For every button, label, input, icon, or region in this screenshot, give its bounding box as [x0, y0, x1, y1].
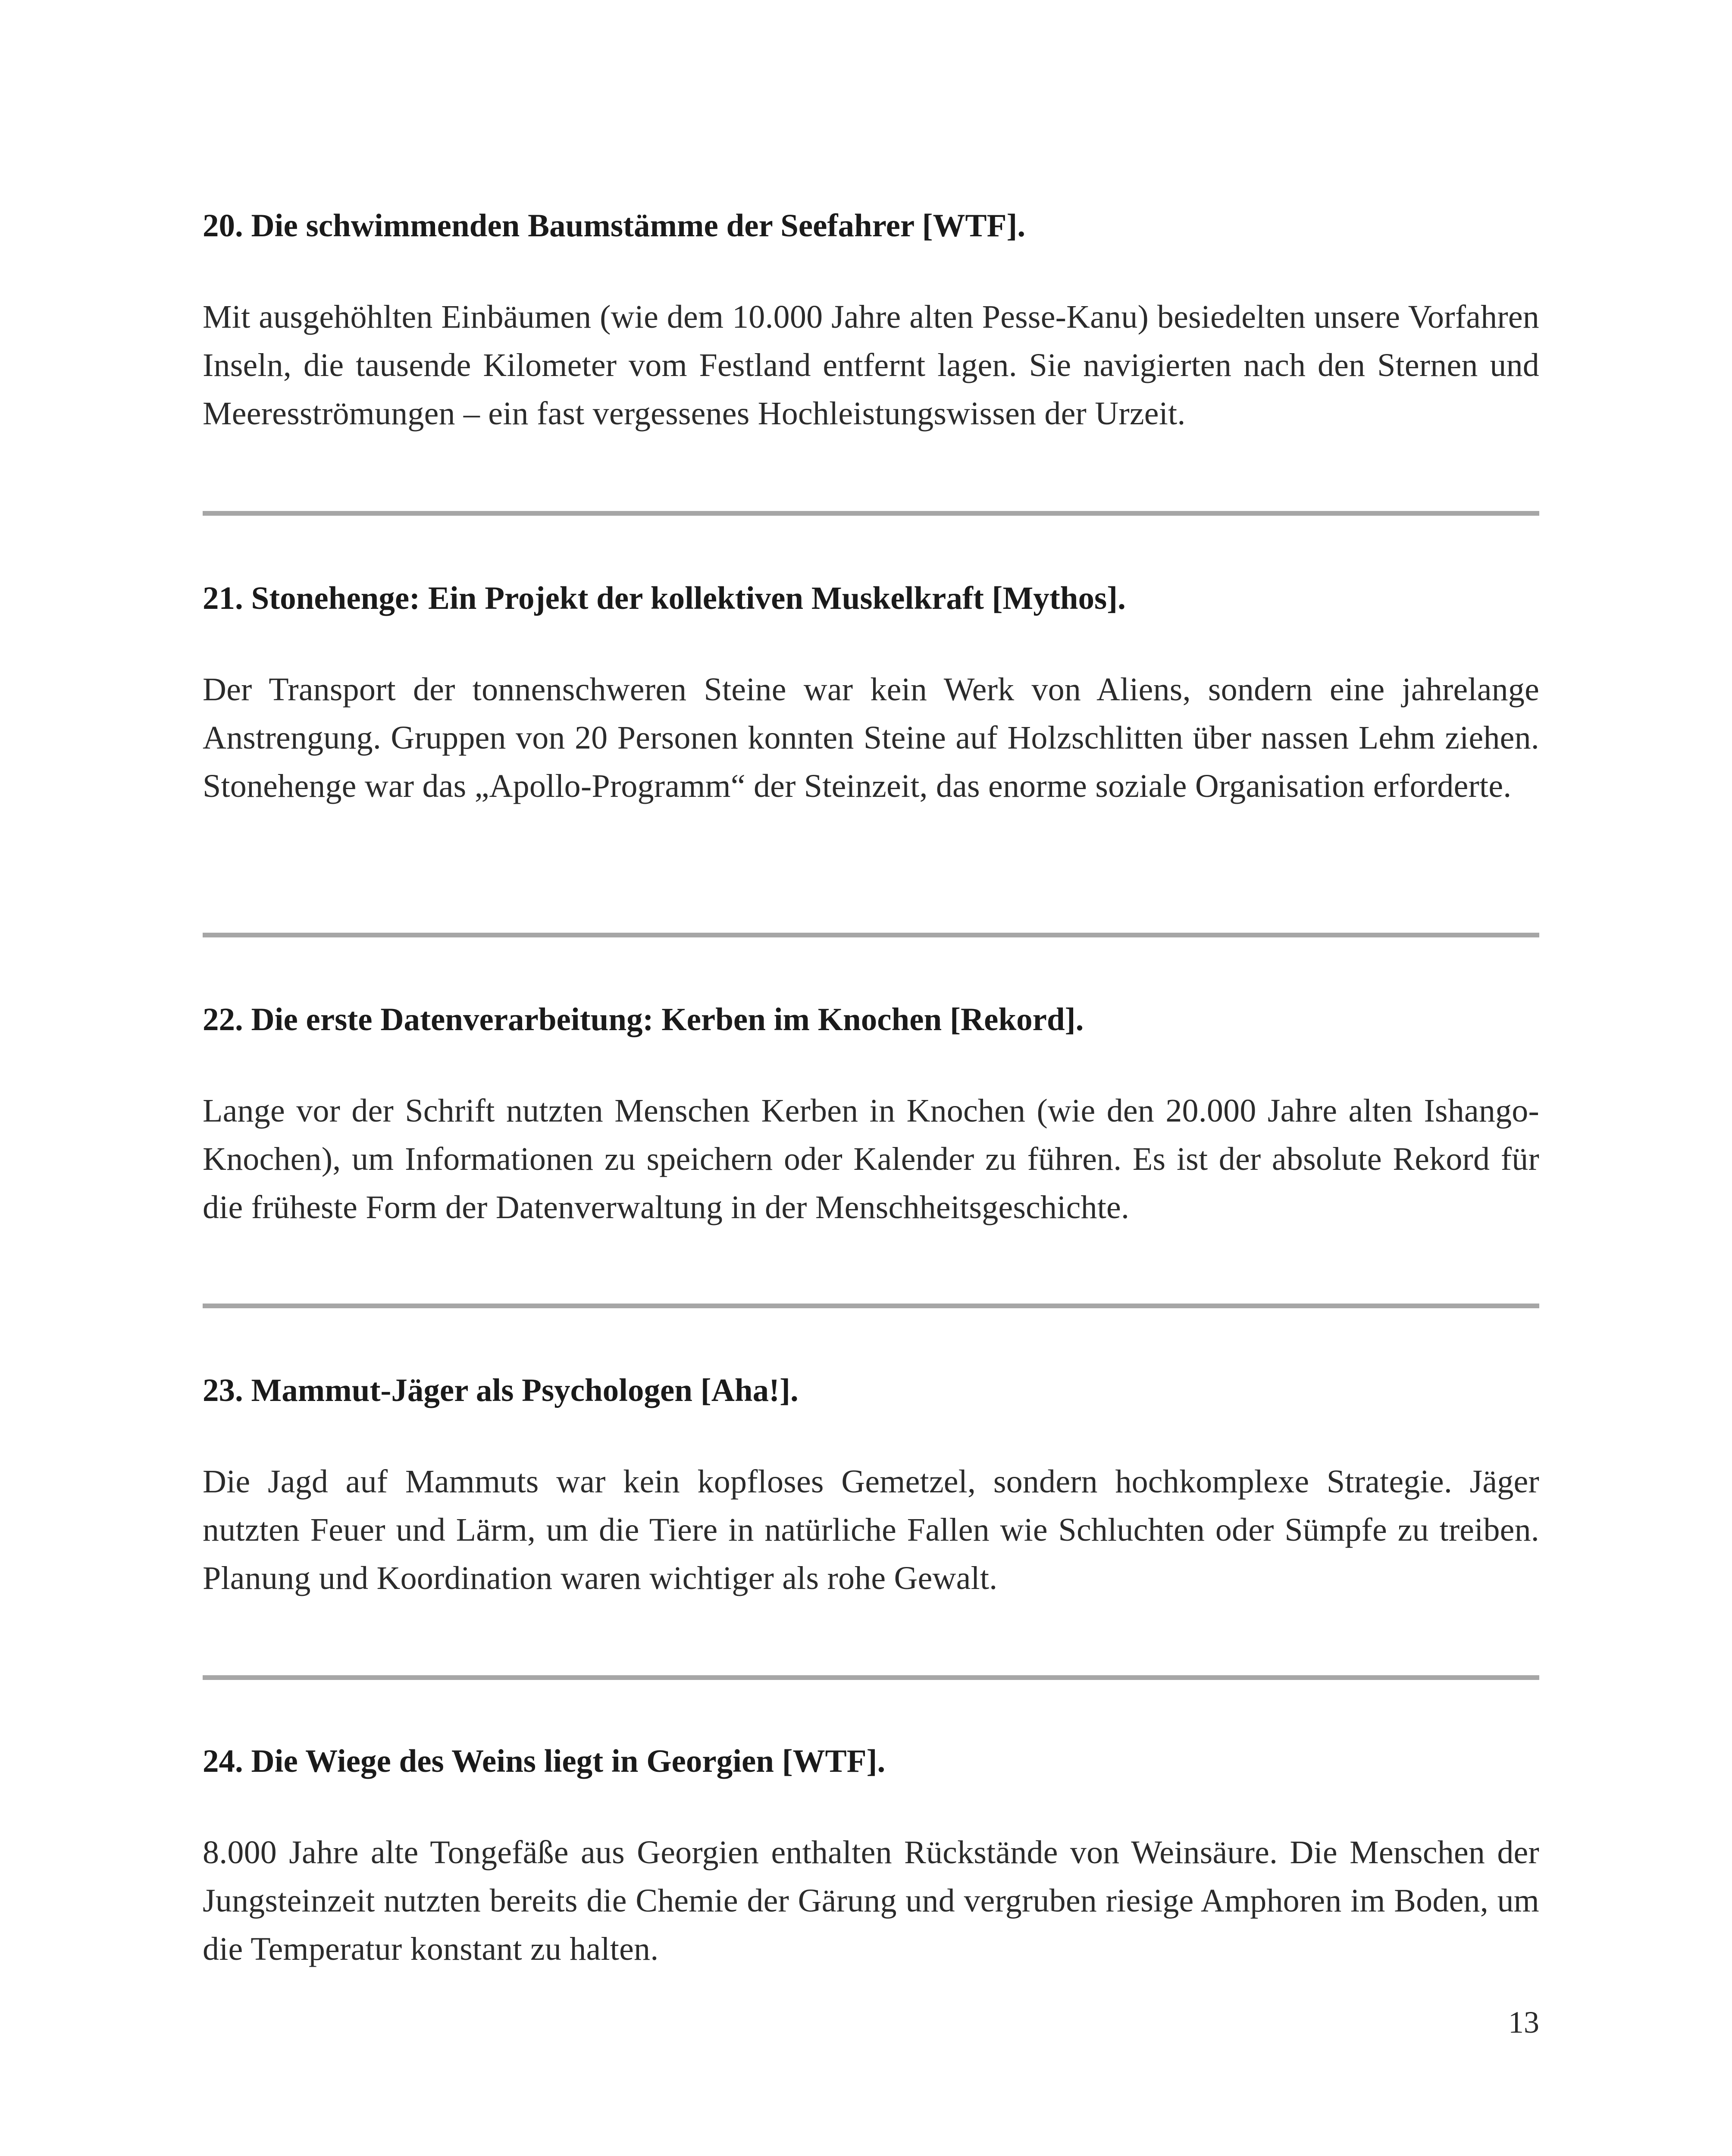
section-divider	[203, 933, 1539, 937]
section-22	[203, 998, 1539, 1232]
section-divider	[203, 511, 1539, 516]
section-heading: 21. Stonehenge: Ein Projekt der kollektiven Muskelkraft [Mythos].	[203, 580, 1126, 616]
section-23	[203, 1369, 1539, 1602]
section-body: Mit ausgehöhlten Einbäumen (wie dem 10.000 Jahre alten Pesse-Kanu) besiedelten unsere Vorfahren Inseln, die tausende Kilometer vom Festland entfernt lagen. Sie navigierten nach den Sternen und Meeresströmungen – ein fast vergessenes Hochleistungswissen der Urzeit.	[203, 299, 1539, 432]
section-21	[203, 577, 1539, 810]
section-24	[203, 1740, 1539, 1973]
section-body: Der Transport der tonnenschweren Steine war kein Werk von Aliens, sondern eine jahrelange Anstrengung. Gruppen von 20 Personen konnten Steine auf Holzschlitten über nassen Lehm ziehen. Stonehenge war das „Apollo-Programm“ der Steinzeit, das enorme soziale Organisation erforderte.	[203, 671, 1539, 804]
page-number: 13	[1508, 2005, 1539, 2040]
section-heading: 22. Die erste Datenverarbeitung: Kerben im Knochen [Rekord].	[203, 1002, 1084, 1037]
section-20	[203, 204, 1539, 438]
section-heading: 20. Die schwimmenden Baumstämme der Seefahrer [WTF].	[203, 208, 1026, 244]
section-divider	[203, 1675, 1539, 1680]
section-heading: 24. Die Wiege des Weins liegt in Georgien [WTF].	[203, 1743, 886, 1779]
section-body: 8.000 Jahre alte Tongefäße aus Georgien enthalten Rückstände von Weinsäure. Die Menschen der Jungsteinzeit nutzten bereits die Chemie der Gärung und vergruben riesige Amphoren im Boden, um die Temperatur konstant zu halten.	[203, 1834, 1539, 1967]
section-divider	[203, 1304, 1539, 1308]
section-body: Lange vor der Schrift nutzten Menschen Kerben in Knochen (wie den 20.000 Jahre alten Ishango-Knochen), um Informationen zu speichern oder Kalender zu führen. Es ist der absolute Rekord für die früheste Form der Datenverwaltung in der Menschheitsgeschichte.	[203, 1093, 1539, 1225]
section-body: Die Jagd auf Mammuts war kein kopfloses Gemetzel, sondern hochkomplexe Strategie. Jäger nutzten Feuer und Lärm, um die Tiere in natürliche Fallen wie Schluchten oder Sümpfe zu treiben. Planung und Koordination waren wichtiger als rohe Gewalt.	[203, 1463, 1539, 1596]
section-heading: 23. Mammut-Jäger als Psychologen [Aha!].	[203, 1373, 799, 1408]
